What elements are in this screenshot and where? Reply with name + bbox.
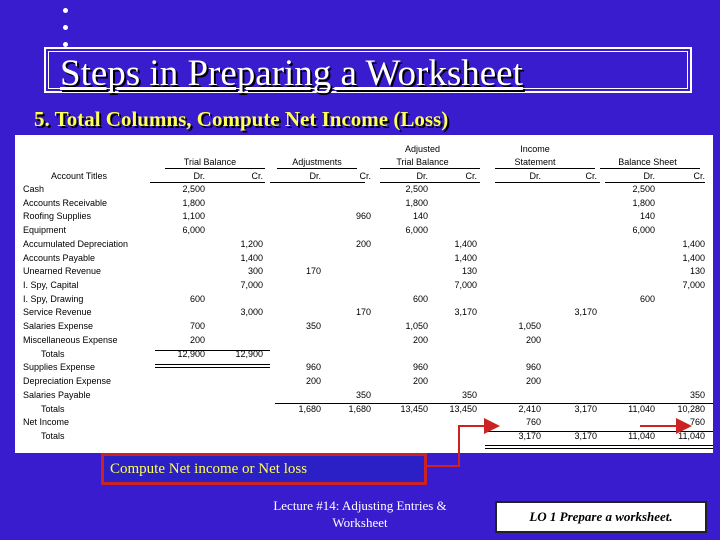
header-cr: Cr.	[359, 171, 371, 181]
table-cell: 12,900	[177, 348, 205, 359]
table-cell: 960	[355, 211, 371, 222]
worksheet-table	[15, 135, 713, 453]
header-account-titles: Account Titles	[51, 171, 108, 181]
table-cell: 3,170	[454, 307, 477, 318]
table-cell: 2,410	[518, 403, 541, 414]
table-cell: 1,680	[298, 403, 321, 414]
table-cell: 960	[412, 362, 428, 373]
table-cell: 130	[689, 266, 705, 277]
table-cell: 200	[305, 376, 321, 387]
account-title: Accounts Payable	[23, 252, 96, 263]
header-balance-sheet: Balance Sheet	[618, 157, 677, 167]
header-underline	[150, 182, 265, 183]
header-cr: Cr.	[465, 171, 477, 181]
table-cell: 200	[525, 376, 541, 387]
table-cell: 600	[412, 293, 428, 304]
table-cell: 760	[689, 417, 705, 428]
table-cell: 7,000	[240, 280, 263, 291]
total-rule	[155, 350, 270, 351]
table-cell: 3,170	[574, 403, 597, 414]
header-income-statement: Statement	[514, 157, 556, 167]
table-cell: 1,400	[454, 238, 477, 249]
table-cell: 3,170	[574, 307, 597, 318]
table-cell: 1,200	[240, 238, 263, 249]
header-cr: Cr.	[693, 171, 705, 181]
header-dr: Dr.	[416, 171, 428, 181]
table-cell: 760	[525, 417, 541, 428]
account-title: Totals	[41, 348, 65, 359]
table-cell: 2,500	[405, 184, 428, 194]
total-rule	[275, 403, 713, 404]
table-cell: 350	[461, 389, 477, 400]
header-underline	[600, 168, 700, 169]
header-underline	[165, 168, 265, 169]
account-title: Unearned Revenue	[23, 266, 102, 277]
table-cell: 700	[189, 321, 205, 332]
header-dr: Dr.	[309, 171, 321, 181]
account-title: Supplies Expense	[23, 362, 96, 373]
table-cell: 3,170	[518, 430, 541, 441]
table-cell: 1,800	[405, 197, 428, 208]
table-cell: 6,000	[182, 225, 205, 236]
table-cell: 600	[639, 293, 655, 304]
compute-net-income-callout: Compute Net income or Net loss	[101, 453, 427, 485]
table-cell: 2,500	[632, 184, 655, 194]
table-cell: 960	[525, 362, 541, 373]
header-adjusted-trial-balance: Trial Balance	[396, 157, 449, 167]
table-cell: 2,500	[182, 184, 205, 194]
header-cr: Cr.	[585, 171, 597, 181]
account-title: I. Spy, Capital	[23, 280, 79, 291]
table-cell: 1,050	[518, 321, 541, 332]
table-cell: 200	[189, 334, 205, 345]
table-cell: 6,000	[632, 225, 655, 236]
table-cell: 10,280	[677, 403, 705, 414]
total-double-rule	[155, 364, 270, 368]
account-title: Miscellaneous Expense	[23, 334, 118, 345]
footer-line-2: Worksheet	[332, 515, 388, 530]
table-cell: 200	[355, 238, 371, 249]
account-title: Accounts Receivable	[23, 197, 108, 208]
header-income: Income	[520, 144, 550, 154]
account-title: I. Spy, Drawing	[23, 293, 84, 304]
bullet-dot	[63, 25, 68, 30]
account-title: Salaries Expense	[23, 321, 94, 332]
header-cr: Cr.	[251, 171, 263, 181]
table-cell: 1,680	[348, 403, 371, 414]
header-underline	[495, 182, 600, 183]
table-cell: 350	[305, 321, 321, 332]
account-title: Salaries Payable	[23, 389, 91, 400]
header-underline	[495, 168, 595, 169]
table-cell: 3,000	[240, 307, 263, 318]
table-cell: 1,050	[405, 321, 428, 332]
table-cell: 1,400	[682, 238, 705, 249]
account-title: Service Revenue	[23, 307, 92, 318]
table-cell: 1,800	[632, 197, 655, 208]
table-cell: 200	[412, 334, 428, 345]
table-cell: 13,450	[449, 403, 477, 414]
table-cell: 140	[639, 211, 655, 222]
table-cell: 1,400	[682, 252, 705, 263]
bullet-dot	[63, 8, 68, 13]
table-cell: 960	[305, 362, 321, 373]
table-cell: 11,040	[628, 403, 655, 414]
table-cell: 200	[412, 376, 428, 387]
table-cell: 11,040	[628, 430, 655, 441]
table-cell: 1,800	[182, 197, 205, 208]
account-title: Net Income	[23, 417, 70, 428]
account-title: Cash	[23, 184, 45, 194]
account-title: Roofing Supplies	[23, 211, 92, 222]
header-underline	[605, 182, 705, 183]
account-title: Totals	[41, 403, 65, 414]
header-underline	[380, 168, 480, 169]
learning-objective: LO 1 Prepare a worksheet.	[495, 501, 707, 533]
total-double-rule	[485, 445, 713, 449]
table-cell: 13,450	[400, 403, 428, 414]
account-title: Equipment	[23, 225, 67, 236]
table-cell: 1,400	[454, 252, 477, 263]
table-cell: 7,000	[454, 280, 477, 291]
account-title: Accumulated Depreciation	[23, 238, 129, 249]
table-cell: 140	[412, 211, 428, 222]
table-cell: 11,040	[678, 430, 705, 441]
footer-line-1: Lecture #14: Adjusting Entries &	[273, 498, 447, 513]
table-cell: 3,170	[574, 430, 597, 441]
header-underline	[277, 168, 357, 169]
slide-subtitle: 5. Total Columns, Compute Net Income (Loss)	[34, 107, 449, 131]
header-dr: Dr.	[193, 171, 205, 181]
header-underline	[380, 182, 480, 183]
table-cell: 1,400	[240, 252, 263, 263]
table-cell: 1,100	[182, 211, 205, 222]
slide-title: Steps in Preparing a Worksheet	[60, 53, 523, 94]
table-cell: 7,000	[682, 280, 705, 291]
header-adjusted: Adjusted	[404, 144, 441, 154]
table-cell: 12,900	[235, 348, 263, 359]
total-rule	[485, 431, 713, 432]
table-cell: 6,000	[405, 225, 428, 236]
table-cell: 350	[355, 389, 371, 400]
table-cell: 300	[247, 266, 263, 277]
footer-lecture	[255, 497, 465, 531]
table-cell: 200	[525, 334, 541, 345]
header-trial-balance: Trial Balance	[183, 157, 237, 167]
table-cell: 170	[305, 266, 321, 277]
table-cell: 350	[689, 389, 705, 400]
account-title: Depreciation Expense	[23, 376, 112, 387]
account-title: Totals	[41, 430, 65, 441]
header-dr: Dr.	[529, 171, 541, 181]
table-cell: 130	[461, 266, 477, 277]
header-underline	[270, 182, 365, 183]
table-cell: 600	[189, 293, 205, 304]
header-dr: Dr.	[643, 171, 655, 181]
header-adjustments: Adjustments	[292, 157, 342, 167]
table-cell: 170	[355, 307, 371, 318]
